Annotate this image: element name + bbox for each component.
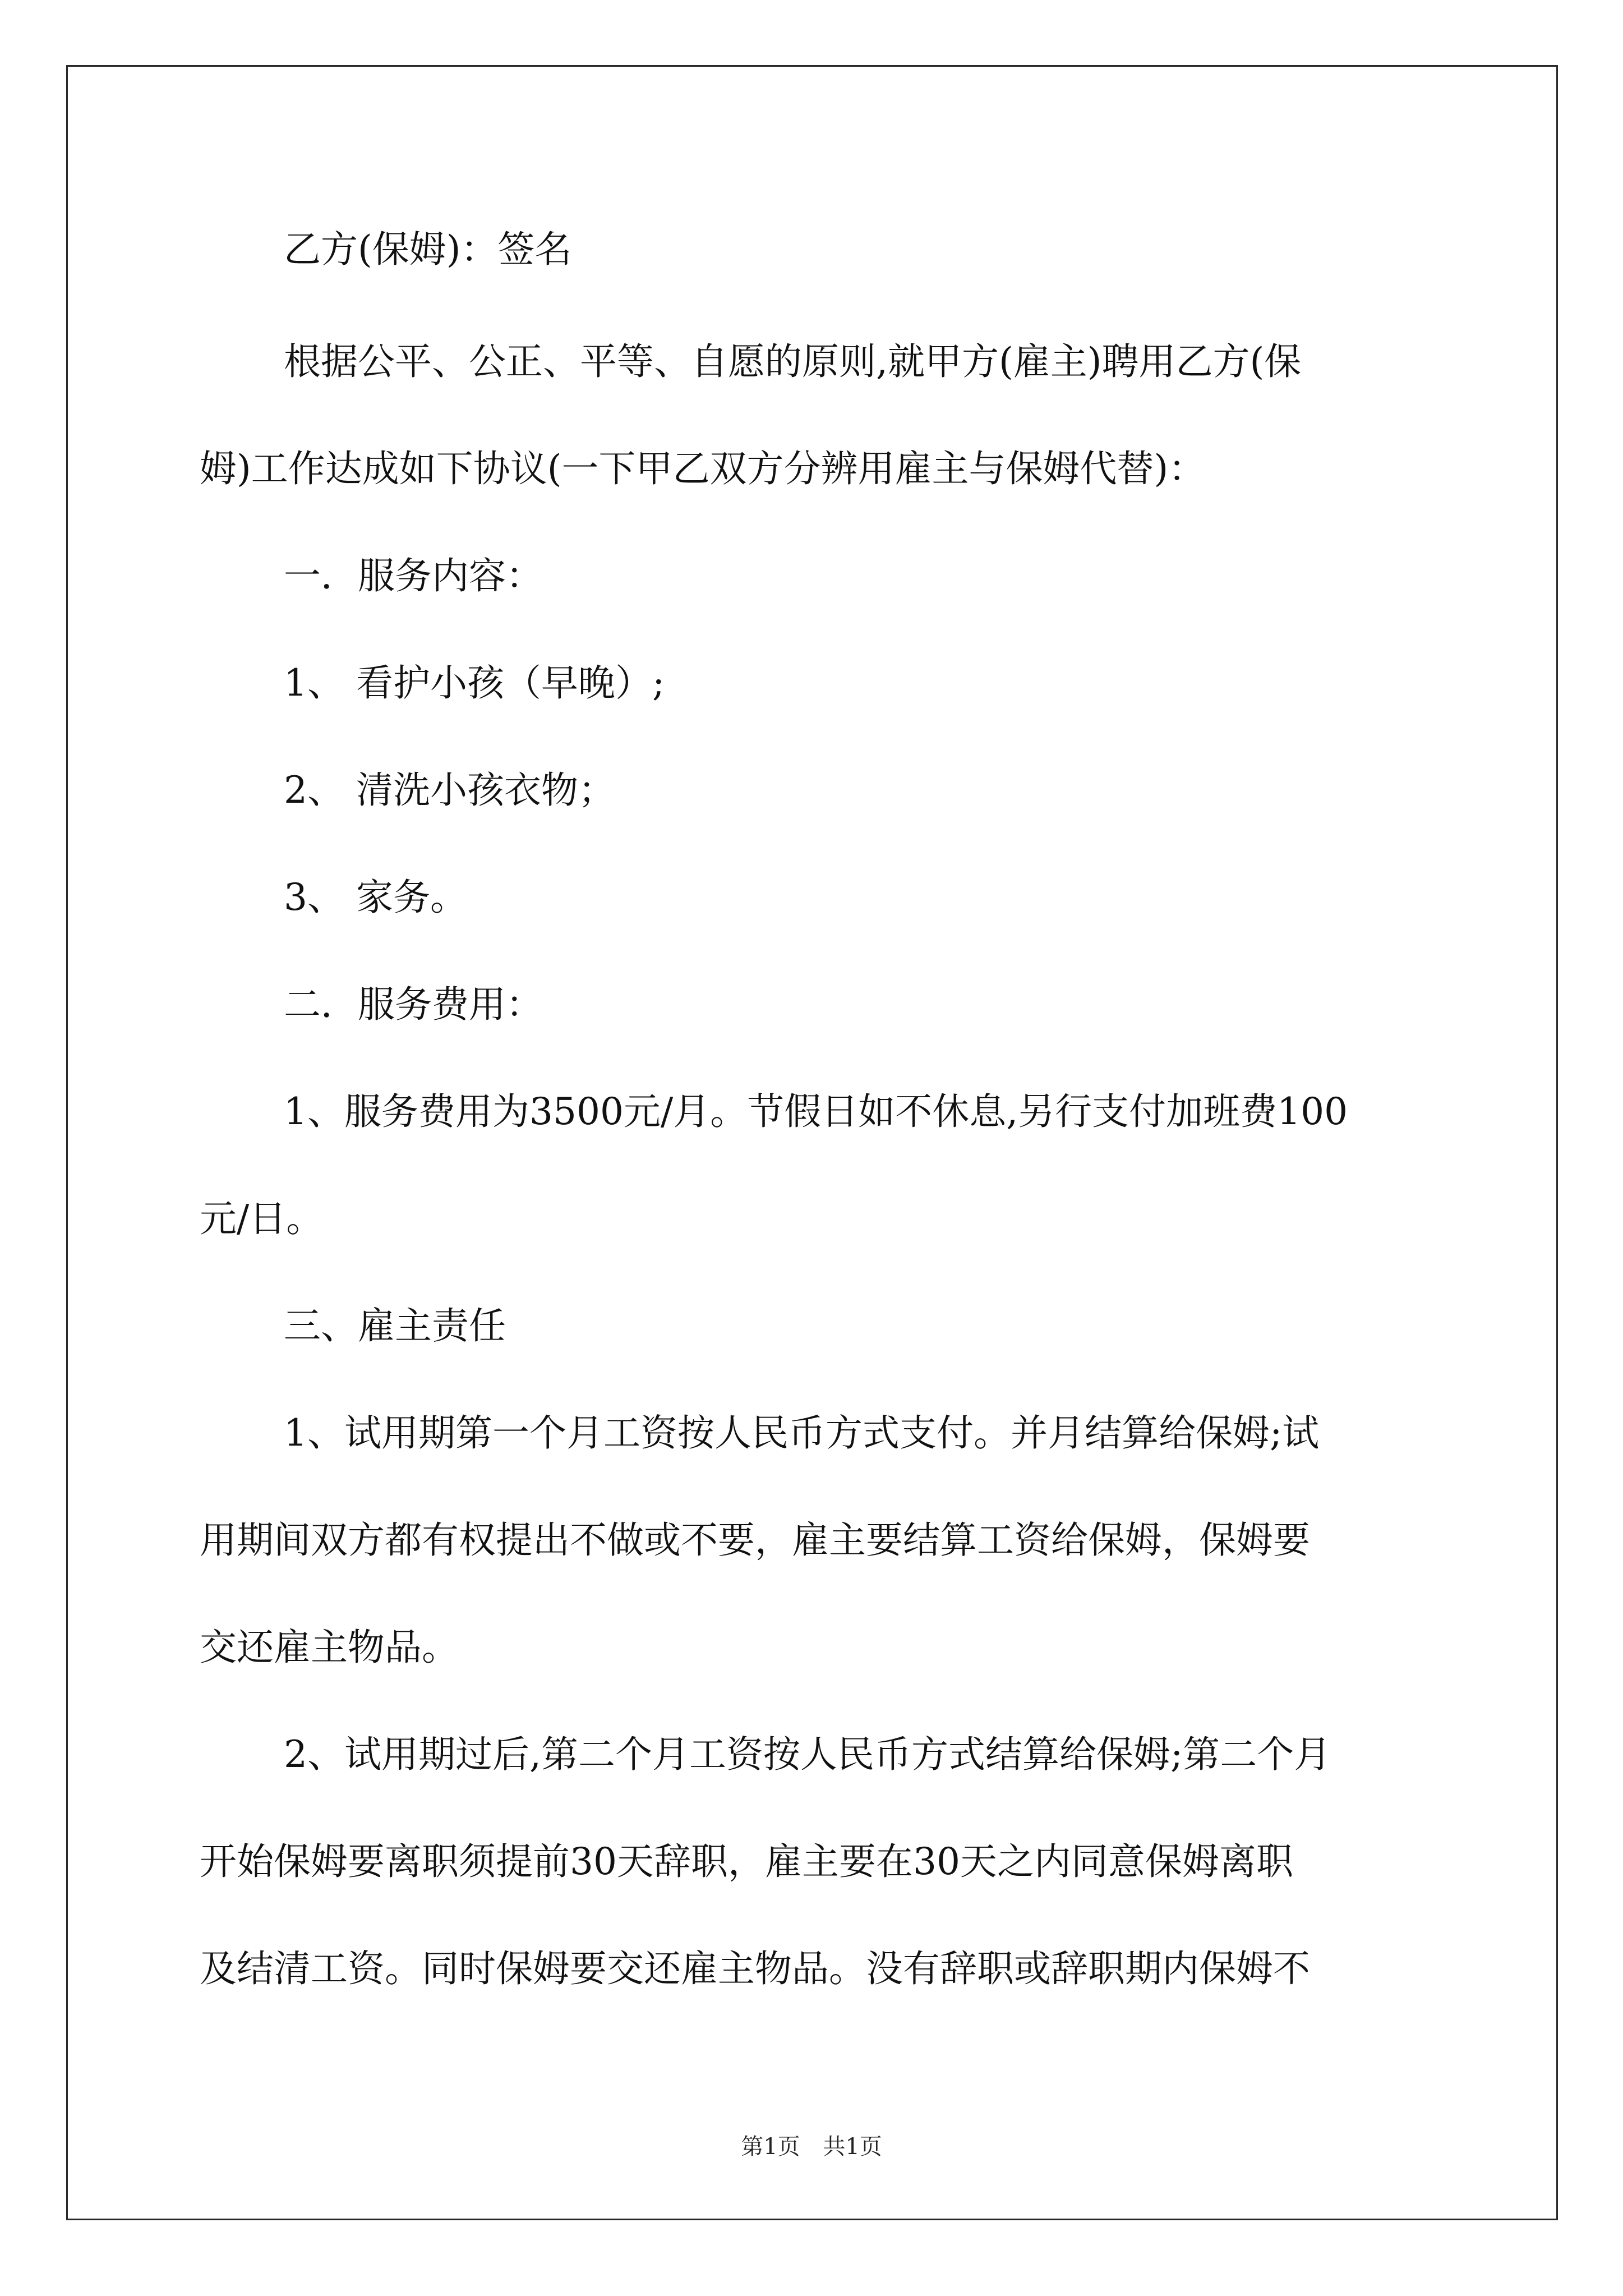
section-heading: 二．服务费用： xyxy=(284,983,543,1026)
page-footer xyxy=(0,2129,1623,2161)
text-line: 乙方(保姆)：签名 xyxy=(284,228,572,271)
text-line: 及结清工资。同时保姆要交还雇主物品。没有辞职或辞职期内保姆不 xyxy=(200,1947,1310,1990)
page-number-total: 共1页 xyxy=(823,2134,882,2160)
list-item: 3、 家务。 xyxy=(284,876,467,919)
text-line: 用期间双方都有权提出不做或不要，雇主要结算工资给保姆，保姆要 xyxy=(200,1519,1310,1562)
text-line: 元/日。 xyxy=(200,1197,324,1240)
text-line: 1、服务费用为3500元/月。节假日如不休息,另行支付加班费100 xyxy=(284,1090,1348,1133)
text-line: 1、试用期第一个月工资按人民币方式支付。并月结算给保姆;试 xyxy=(284,1411,1320,1455)
text-line: 交还雇主物品。 xyxy=(200,1626,459,1669)
section-heading: 一．服务内容： xyxy=(284,554,543,597)
text-line: 2、试用期过后,第二个月工资按人民币方式结算给保姆;第二个月 xyxy=(284,1733,1331,1776)
page-number-current: 第1页 xyxy=(741,2134,800,2160)
text-line: 开始保姆要离职须提前30天辞职，雇主要在30天之内同意保姆离职 xyxy=(200,1840,1293,1883)
page-border xyxy=(66,65,1558,2220)
text-line: 姆)工作达成如下协议(一下甲乙双方分辨用雇主与保姆代替)： xyxy=(200,447,1206,490)
list-item: 2、 清洗小孩衣物； xyxy=(284,769,615,812)
text-line: 根据公平、公正、平等、自愿的原则,就甲方(雇主)聘用乙方(保 xyxy=(284,340,1302,383)
section-heading: 三、雇主责任 xyxy=(284,1304,506,1347)
list-item: 1、 看护小孩（早晚）; xyxy=(284,661,665,705)
